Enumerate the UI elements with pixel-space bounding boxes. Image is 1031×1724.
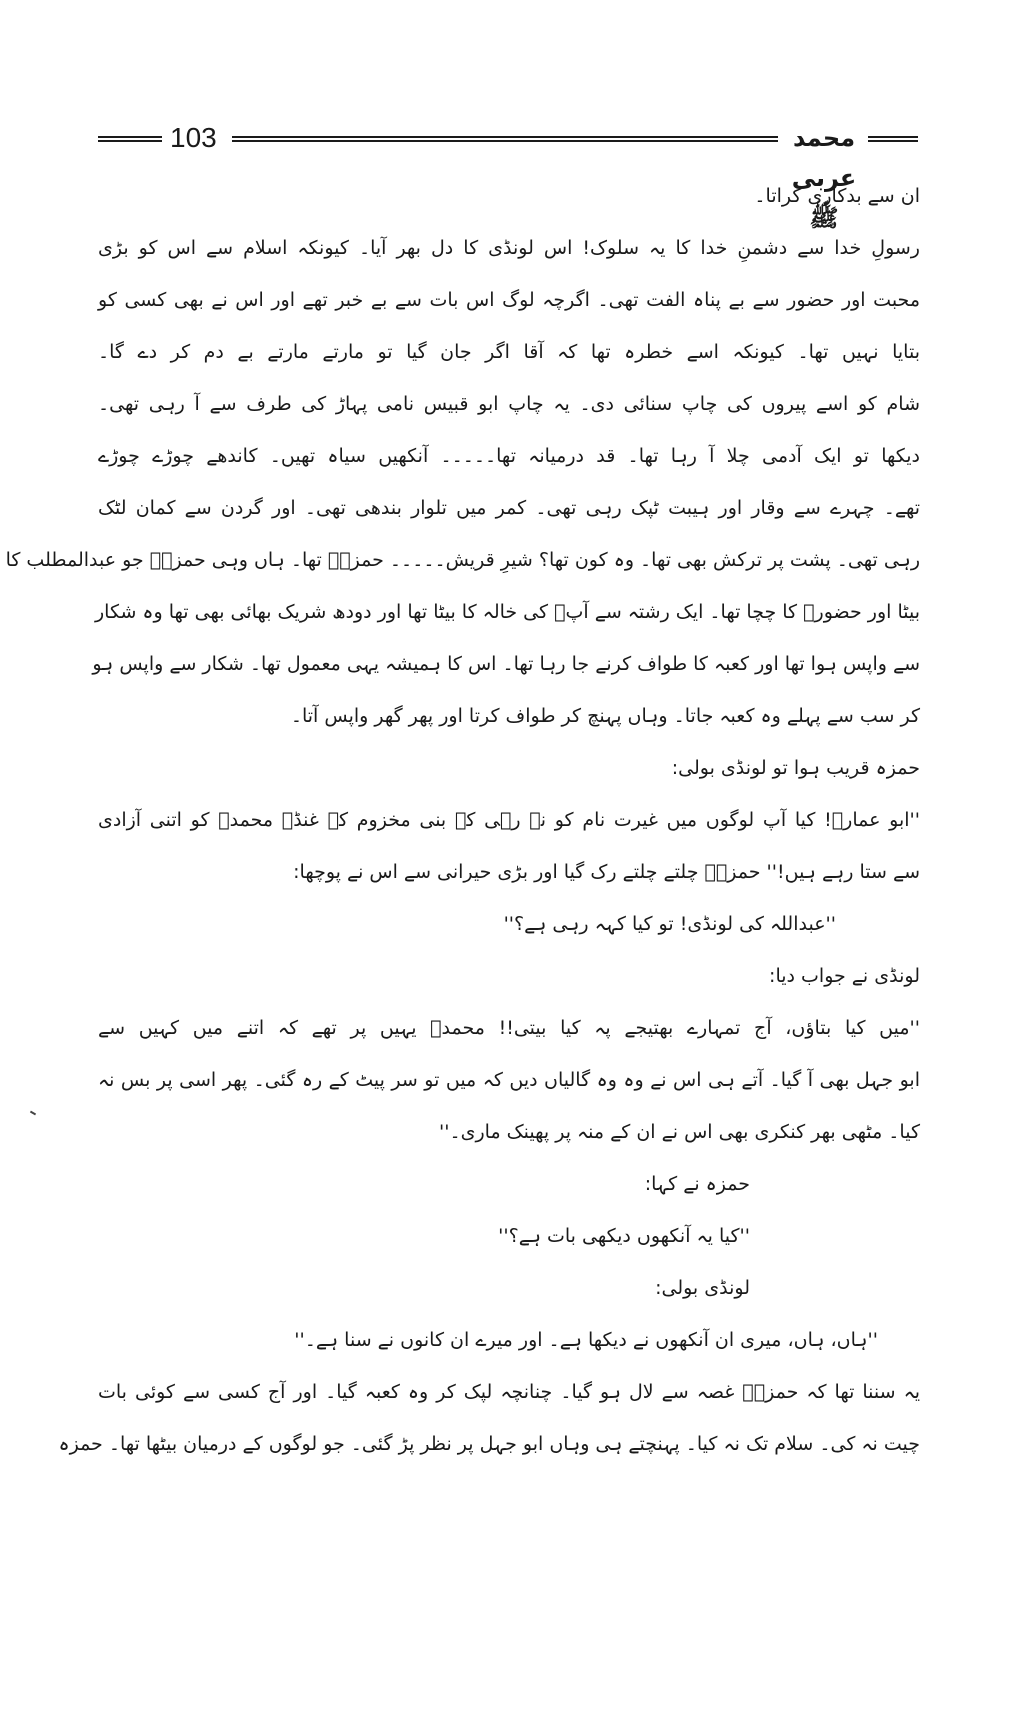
text-line: ''ابو عمارہ! کیا آپ لوگوں میں غیرت نام کو نہ رہی کہ بنی مخزوم کے غنڈے محمدؐ کو اتنی آزادی <box>98 809 920 831</box>
text-line: ان سے بدکاری کراتا۔ <box>754 185 920 207</box>
text-line: لونڈی نے جواب دیا: <box>769 965 920 987</box>
page-number: 103 <box>170 122 217 153</box>
header-rule-right <box>868 136 918 142</box>
header-rule-middle <box>232 136 778 142</box>
text-line: حمزہ نے کہا: <box>644 1173 750 1195</box>
text-line: لونڈی بولی: <box>655 1277 750 1299</box>
text-line: شام کو اسے پیروں کی چاپ سنائی دی۔ یہ چاپ ابو قبیس نامی پہاڑ کی طرف سے آ رہی تھی۔ <box>98 393 920 415</box>
text-line: رسولِ خدا سے دشمنِ خدا کا یہ سلوک! اس لونڈی کا دل بھر آیا۔ کیونکہ اسلام سے اس کو بڑی <box>98 237 920 259</box>
text-line: کر سب سے پہلے وہ کعبہ جاتا۔ وہاں پہنچ کر طواف کرتا اور پھر گھر واپس آتا۔ <box>290 705 920 727</box>
text-line: محبت اور حضور سے بے پناہ الفت تھی۔ اگرچہ لوگ اس بات سے بے خبر تھے اور اس نے بھی کسی کو <box>98 289 920 311</box>
text-line: تھے۔ چہرے سے وقار اور ہیبت ٹپک رہی تھی۔ کمر میں تلوار بندھی تھی۔ اور گردن سے کمان لٹک <box>98 497 920 519</box>
text-line: رہی تھی۔ پشت پر ترکش بھی تھا۔ وہ کون تھا؟ شیرِ قریش۔۔۔۔۔ حمزہؓ تھا۔ ہاں وہی حمزہؓ جو عبدالمطلب کا <box>5 549 920 571</box>
text-line: یہ سننا تھا کہ حمزہؓ غصہ سے لال ہو گیا۔ چنانچہ لپک کر وہ کعبہ گیا۔ اور آج کسی سے کوئی بات <box>98 1381 920 1403</box>
text-line: حمزہ قریب ہوا تو لونڈی بولی: <box>671 757 920 779</box>
text-line: چیت نہ کی۔ سلام تک نہ کیا۔ پہنچتے ہی وہاں ابو جہل پر نظر پڑ گئی۔ جو لوگوں کے درمیان بیٹھا تھا۔ حمزہ <box>58 1433 920 1455</box>
text-line: بیٹا اور حضورؐ کا چچا تھا۔ ایک رشتہ سے آپؐ کی خالہ کا بیٹا تھا اور دودھ شریک بھائی بھی تھا وہ شکار <box>94 601 920 623</box>
text-line: کیا۔ مٹھی بھر کنکری بھی اس نے ان کے منہ پر پھینک ماری۔'' <box>439 1121 920 1143</box>
header-rule-left <box>98 136 162 142</box>
running-title: محمد عربی ﷺ <box>791 124 857 232</box>
text-line: دیکھا تو ایک آدمی چلا آ رہا تھا۔ قد درمیانہ تھا۔۔۔۔۔ آنکھیں سیاہ تھیں۔ کاندھے چوڑے چوڑے <box>98 445 920 467</box>
body-text <box>5 170 920 1470</box>
text-line: ''میں کیا بتاؤں، آج تمہارے بھتیجے پہ کیا بیتی!! محمدؐ یہیں پر تھے کہ اتنے میں کہیں سے <box>98 1017 920 1039</box>
text-line: ''عبداللہ کی لونڈی! تو کیا کہہ رہی ہے؟'' <box>503 913 836 935</box>
text-line: ''کیا یہ آنکھوں دیکھی بات ہے؟'' <box>498 1225 750 1247</box>
text-line: سے واپس ہوا تھا اور کعبہ کا طواف کرنے جا رہا تھا۔ اس کا ہمیشہ یہی معمول تھا۔ شکار سے واپس ہو <box>92 653 920 675</box>
margin-mark <box>30 1111 36 1116</box>
text-line: بتایا نہیں تھا۔ کیونکہ اسے خطرہ تھا کہ آقا اگر جان گیا تو مارتے مارتے بے دم کر دے گا۔ <box>98 341 920 363</box>
text-line: ''ہاں، ہاں، میری ان آنکھوں نے دیکھا ہے۔ اور میرے ان کانوں نے سنا ہے۔'' <box>294 1329 878 1351</box>
text-line: سے ستا رہے ہیں!'' حمزہؓ چلتے چلتے رک گیا اور بڑی حیرانی سے اس نے پوچھا: <box>293 861 920 883</box>
text-line: ابو جہل بھی آ گیا۔ آتے ہی اس نے وہ وہ گالیاں دیں کہ میں تو سر پیٹ کے رہ گئی۔ پھر اسی پر بس نہ <box>98 1069 920 1091</box>
